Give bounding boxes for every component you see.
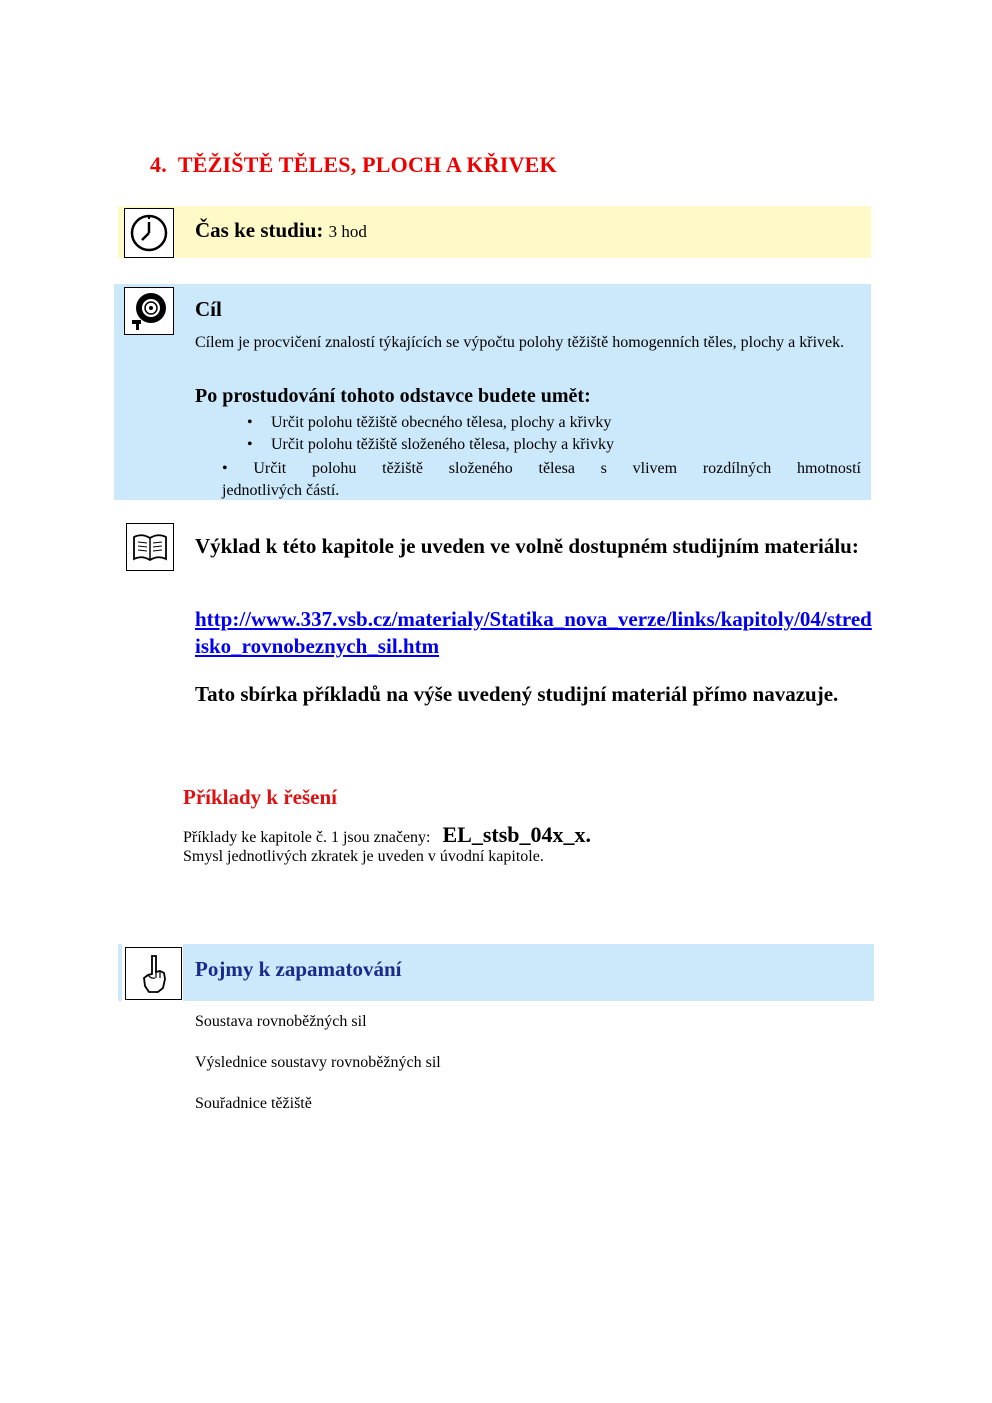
study-material-link[interactable]: http://www.337.vsb.cz/materialy/Statika_nova_verze/links/kapitoly/04/stredisko_rovnobeznych_sil.htm (195, 607, 872, 658)
learn-heading: Po prostudování tohoto odstavce budete umět: (195, 385, 591, 407)
list-item (195, 434, 861, 456)
chapter-title-text: TĚŽIŠTĚ TĚLES, PLOCH A KŘIVEK (177, 152, 557, 177)
study-material-text: Výklad k této kapitole je uveden ve volně dostupném studijním materiálu: (195, 534, 859, 558)
examples-heading: Příklady k řešení (183, 785, 338, 809)
examples-code: EL_stsb_04x_x. (442, 822, 592, 847)
list-item-text: Určit polohu těžiště obecného tělesa, plochy a křivky (271, 414, 612, 431)
study-time (195, 218, 367, 243)
list-item-3-line2: jednotlivých částí. (222, 482, 340, 499)
term-item: Výslednice soustavy rovnoběžných sil (195, 1054, 441, 1071)
term-item: Souřadnice těžiště (195, 1095, 312, 1112)
study-time-label: Čas ke studiu: (195, 218, 324, 242)
target-icon (124, 287, 174, 335)
list-item-3-line1: • Určit polohu těžiště složeného tělesa s vlivem rozdílných hmotností (222, 460, 861, 477)
list-item (195, 412, 861, 434)
goal-heading: Cíl (195, 297, 222, 321)
list-item-text: Určit polohu těžiště složeného tělesa, plochy a křivky (271, 436, 615, 453)
term-item: Soustava rovnoběžných sil (195, 1013, 367, 1030)
learn-list (195, 412, 861, 456)
chapter-title (150, 152, 557, 178)
clock-icon (124, 208, 174, 258)
terms-band-edge (118, 944, 122, 1001)
book-icon (126, 523, 174, 571)
examples-note: Smysl jednotlivých zkratek je uveden v úvodní kapitole. (183, 848, 544, 865)
examples-code-line (183, 822, 591, 848)
goal-text: Cílem je procvičení znalostí týkajících se výpočtu polohy těžiště homogenních těles, plochy a křivek. (195, 334, 845, 351)
chapter-number: 4. (150, 152, 167, 177)
terms-heading: Pojmy k zapamatování (195, 957, 402, 981)
collection-relation-text: Tato sbírka příkladů na výše uvedený studijní materiál přímo navazuje. (195, 682, 839, 706)
study-time-value: 3 hod (328, 222, 367, 241)
examples-code-label: Příklady ke kapitole č. 1 jsou značeny: (183, 829, 431, 846)
pointing-hand-icon (125, 947, 182, 1000)
